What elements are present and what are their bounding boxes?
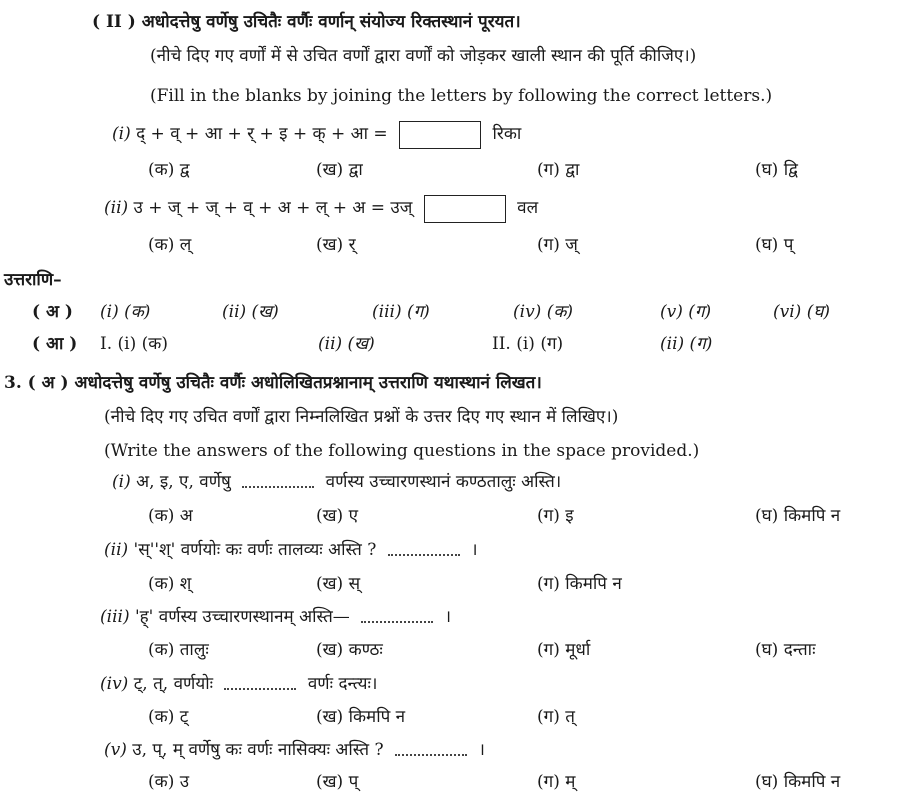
question-number: (iv) [100, 674, 129, 694]
answers-row-a [0, 300, 913, 324]
section2-q1-options [0, 158, 913, 182]
section3-english-note: (Write the answers of the following questions in the space provided.) [104, 441, 700, 461]
option-gha: (घ) किमपि न [755, 506, 841, 526]
section3-question-4 [100, 672, 377, 696]
section2-number: ( II ) [92, 12, 136, 32]
option-kha: (ख) किमपि न [316, 707, 406, 727]
option-ga: (ग) ज् [537, 235, 578, 255]
option-kha: (ख) प् [316, 772, 359, 792]
option-ka: (क) द्व [148, 160, 190, 180]
option-kha: (ख) स् [316, 574, 361, 594]
answer-blank[interactable] [388, 546, 460, 556]
section3-question-5 [104, 738, 485, 762]
answer-item: (v) (ग) [660, 302, 712, 322]
section3-number: 3. ( अ ) [4, 373, 69, 393]
answer-item: II. (i) (ग) [492, 334, 564, 354]
option-ka: (क) तालुः [148, 640, 209, 660]
answer-blank[interactable] [361, 613, 433, 623]
question-number: (i) [112, 472, 131, 492]
section3-question-2 [104, 538, 478, 562]
option-ga: (ग) किमपि न [537, 574, 622, 594]
answer-item: (ii) (ख) [318, 334, 375, 354]
section2-q2-options [0, 233, 913, 257]
option-ka: (क) ल् [148, 235, 192, 255]
question-text-after: वर्णः दन्त्यः। [307, 674, 378, 694]
question-number: (ii) [104, 540, 129, 560]
section3-q4-options [0, 705, 913, 729]
option-ga: (ग) इ [537, 506, 574, 526]
answers-marker-aa: ( आ ) [32, 334, 78, 354]
question-expression: उ + ज् + ज् + व् + अ + ल् + अ = उज् [133, 198, 413, 218]
option-gha: (घ) दन्ताः [755, 640, 816, 660]
option-ga: (ग) त् [537, 707, 575, 727]
answer-item: (ii) (ख) [222, 302, 279, 322]
section3-question-3 [100, 605, 451, 629]
section2-question-1 [112, 119, 521, 149]
option-kha: (ख) द्वा [316, 160, 363, 180]
option-ka: (क) अ [148, 506, 193, 526]
question-number: (ii) [104, 198, 129, 218]
section3-instruction: अधोदत्तेषु वर्णेषु उचितैः वर्णैः अधोलिखितप्रश्नानाम् उत्तराणि यथास्थानं लिखत। [74, 373, 542, 393]
question-number: (iii) [100, 607, 130, 627]
question-text-after: । [471, 540, 478, 560]
section3-q2-options [0, 572, 913, 596]
answer-item: (iii) (ग) [372, 302, 430, 322]
answer-item: (vi) (घ) [773, 302, 831, 322]
question-text-after: । [444, 607, 452, 627]
question-text-before: 'स्''श्' वर्णयोः कः वर्णः तालव्यः अस्ति ? [133, 540, 377, 560]
option-ga: (ग) म् [537, 772, 576, 792]
answers-marker-a: ( अ ) [32, 302, 73, 322]
option-kha: (ख) कण्ठः [316, 640, 383, 660]
question-expression: द् + व् + आ + र् + इ + क् + आ = [136, 124, 388, 144]
answer-item: (ii) (ग) [660, 334, 713, 354]
answers-row-aa [0, 332, 913, 356]
section3-q3-options [0, 638, 913, 662]
answer-box[interactable] [399, 121, 481, 149]
section3-q5-options [0, 770, 913, 794]
question-suffix: वल [517, 198, 539, 218]
option-gha: (घ) किमपि न [755, 772, 841, 792]
answer-blank[interactable] [395, 746, 467, 756]
question-text-after: । [478, 740, 485, 760]
option-ga: (ग) द्वा [537, 160, 580, 180]
option-ga: (ग) मूर्धा [537, 640, 591, 660]
answers-label: उत्तराणि– [4, 270, 62, 290]
question-suffix: रिका [492, 124, 522, 144]
section3-q1-options [0, 504, 913, 528]
question-text-before: 'ह्' वर्णस्य उच्चारणस्थानम् अस्ति— [134, 607, 350, 627]
section3-hindi-note: (नीचे दिए गए उचित वर्णों द्वारा निम्नलिखित प्रश्नों के उत्तर दिए गए स्थान में लिखिए।) [104, 407, 619, 427]
question-number: (v) [104, 740, 127, 760]
option-kha: (ख) र् [316, 235, 356, 255]
section2-instruction: अधोदत्तेषु वर्णेषु उचितैः वर्णैः वर्णान् संयोज्य रिक्तस्थानं पूरयत। [141, 12, 521, 32]
question-text-before: अ, इ, ए, वर्णेषु [136, 472, 231, 492]
answer-item: (iv) (क) [513, 302, 574, 322]
question-text-after: वर्णस्य उच्चारणस्थानं कण्ठतालुः अस्ति। [325, 472, 562, 492]
question-text-before: उ, प्, म् वर्णेषु कः वर्णः नासिक्यः अस्ति ? [132, 740, 384, 760]
section2-question-2 [104, 192, 538, 224]
option-ka: (क) श् [148, 574, 192, 594]
question-text-before: ट्, त्, वर्णयोः [133, 674, 214, 694]
option-gha: (घ) प् [755, 235, 794, 255]
question-number: (i) [112, 124, 131, 144]
option-kha: (ख) ए [316, 506, 358, 526]
section3-question-1 [112, 470, 561, 494]
answer-item: (i) (क) [100, 302, 151, 322]
answer-blank[interactable] [242, 478, 314, 488]
section3-heading [4, 371, 542, 395]
answer-item: I. (i) (क) [100, 334, 168, 354]
option-ka: (क) उ [148, 772, 190, 792]
option-gha: (घ) द्वि [755, 160, 798, 180]
answer-box[interactable] [424, 195, 506, 223]
section2-hindi-note: (नीचे दिए गए वर्णों में से उचित वर्णों द्वारा वर्णों को जोड़कर खाली स्थान की पूर्ति कीजिए।) [150, 46, 697, 66]
answer-blank[interactable] [224, 680, 296, 690]
option-ka: (क) ट् [148, 707, 189, 727]
section2-heading [92, 10, 521, 34]
section2-english-note: (Fill in the blanks by joining the letters by following the correct letters.) [150, 86, 773, 106]
